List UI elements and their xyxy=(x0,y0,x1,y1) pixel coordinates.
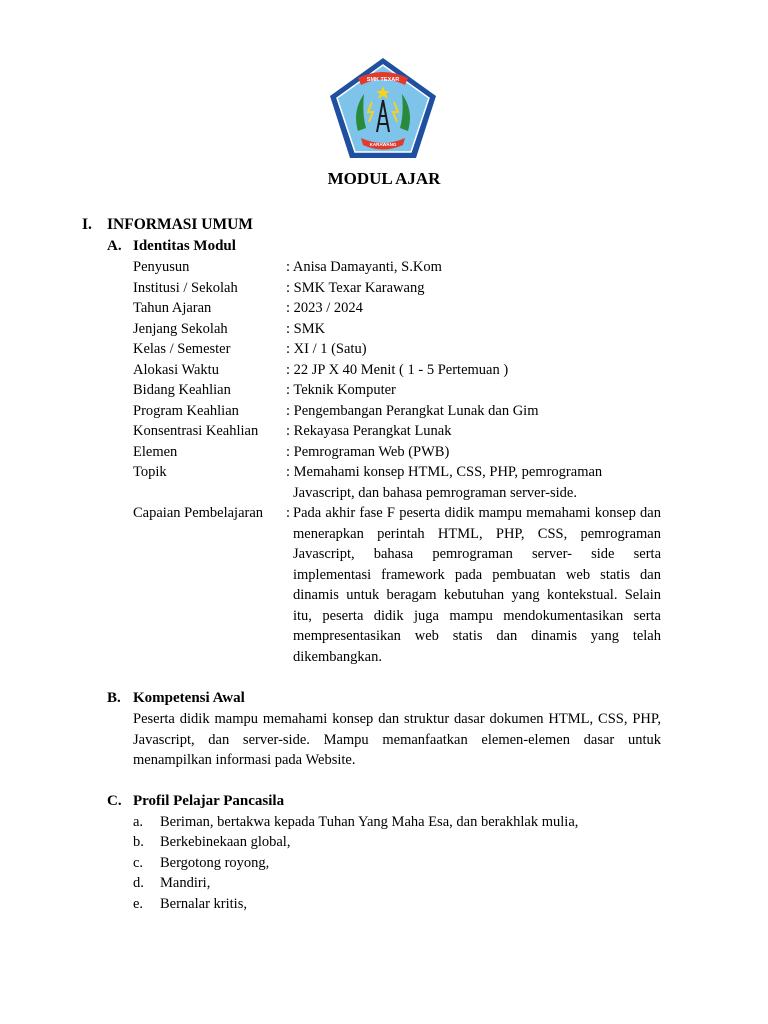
identity-value: : Pemrograman Web (PWB) xyxy=(286,443,450,460)
identity-label: Bidang Keahlian xyxy=(133,382,231,398)
school-logo xyxy=(328,56,438,160)
list-item-letter: d. xyxy=(133,875,144,891)
subsection-b-letter: B. xyxy=(107,690,121,706)
capaian-colon: : xyxy=(286,505,291,521)
identity-value: : Memahami konsep HTML, CSS, PHP, pemrograman xyxy=(286,464,603,480)
identity-value: : 2023 / 2024 xyxy=(286,300,363,316)
list-item: Bernalar kritis, xyxy=(160,895,247,912)
identity-label: Alokasi Waktu xyxy=(133,361,219,378)
identity-label: Elemen xyxy=(133,443,178,460)
identity-value: : XI / 1 (Satu) xyxy=(286,341,367,357)
list-item-letter: b. xyxy=(133,834,144,850)
list-item-letter: e. xyxy=(133,895,144,912)
identity-value: : Anisa Damayanti, S.Kom xyxy=(286,259,442,275)
subsection-c-letter: C. xyxy=(107,793,122,809)
logo-top-text: SMK TEXAR xyxy=(366,77,400,83)
identity-label: Kelas / Semester xyxy=(133,341,231,357)
identity-value: : Teknik Komputer xyxy=(286,382,396,398)
identity-label: Program Keahlian xyxy=(133,402,239,419)
document-title: MODUL AJAR xyxy=(327,169,441,188)
capaian-text: Pada akhir fase F peserta didik mampu memahami konsep dan menerapkan perintah HTML, PHP, CSS, pemrograman Javascript, bahasa pemrograman server- side serta implementasi framework pada pembuatan web statis dan dinamis untuk beragam kebutuhan yang kontekstual. Selain itu, peserta didik juga mampu mendokumentasikan serta mempresentasikan web statis dan dinamis yang telah dikembangkan. xyxy=(293,505,661,665)
identity-value: : Rekayasa Perangkat Lunak xyxy=(286,423,452,439)
list-item: Bergotong royong, xyxy=(160,854,270,871)
identity-label: Penyusun xyxy=(133,259,190,275)
capaian-label: Capaian Pembelajaran xyxy=(133,505,264,521)
identity-label: Institusi / Sekolah xyxy=(133,279,238,296)
identity-label: Topik xyxy=(133,464,167,480)
identity-value: : 22 JP X 40 Menit ( 1 - 5 Pertemuan ) xyxy=(286,361,509,378)
identity-value: : Pengembangan Perangkat Lunak dan Gim xyxy=(286,402,539,419)
identity-label: Konsentrasi Keahlian xyxy=(133,423,259,439)
subsection-a-letter: A. xyxy=(107,238,122,254)
subsection-b-heading: Kompetensi Awal xyxy=(133,690,245,706)
logo-bottom-text: KARAWANG xyxy=(369,142,397,147)
kompetensi-awal-text: Peserta didik mampu memahami konsep dan struktur dasar dokumen HTML, CSS, PHP, Javascript, dan server-side. Mampu memanfaatkan elemen-elemen dasar untuk menampilkan informasi pada Website. xyxy=(133,711,661,768)
list-item: Mandiri, xyxy=(160,875,211,891)
topik-continuation: Javascript, dan bahasa pemrograman server-side. xyxy=(293,484,577,501)
subsection-c-heading: Profil Pelajar Pancasila xyxy=(133,793,285,809)
section-number: I. xyxy=(82,216,92,233)
identity-label: Tahun Ajaran xyxy=(133,300,212,316)
identity-value: : SMK xyxy=(286,320,326,337)
list-item-letter: a. xyxy=(133,813,144,830)
identity-value: : SMK Texar Karawang xyxy=(286,279,425,296)
subsection-a-heading: Identitas Modul xyxy=(133,238,236,254)
list-item-letter: c. xyxy=(133,854,144,871)
section-heading: INFORMASI UMUM xyxy=(107,216,253,233)
list-item: Beriman, bertakwa kepada Tuhan Yang Maha Esa, dan berakhlak mulia, xyxy=(160,813,579,830)
list-item: Berkebinekaan global, xyxy=(160,834,291,850)
identity-label: Jenjang Sekolah xyxy=(133,320,228,337)
